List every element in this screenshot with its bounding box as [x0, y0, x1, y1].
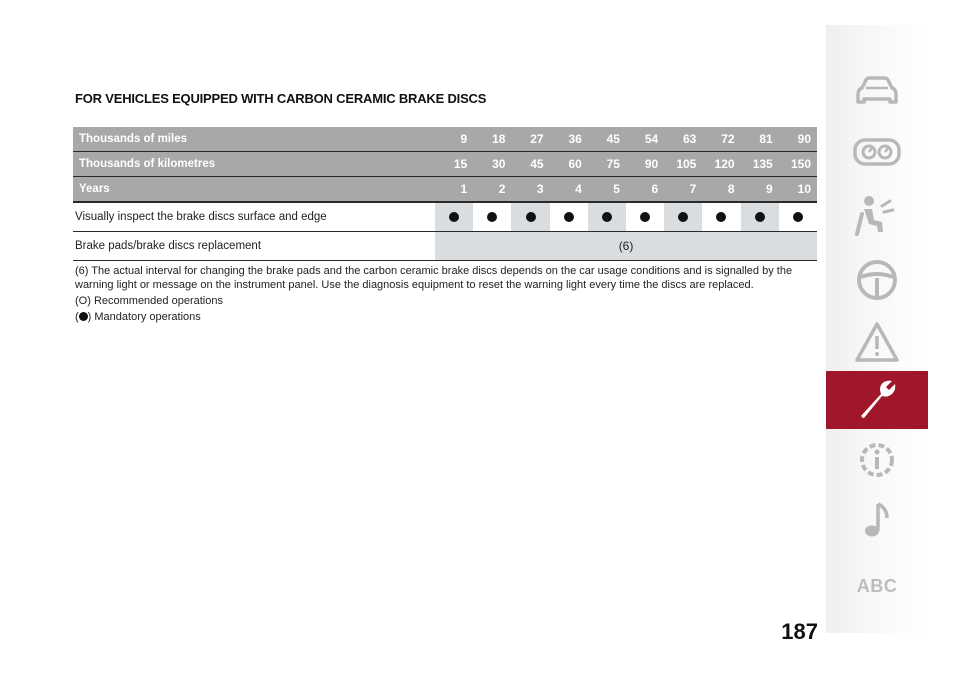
header-row-years — [73, 177, 817, 203]
row-label: Thousands of kilometres — [73, 152, 435, 177]
mandatory-dot-icon — [79, 312, 88, 321]
interval-value: 9 — [741, 177, 779, 203]
mandatory-dot-icon — [487, 212, 497, 222]
interval-value: 60 — [550, 152, 588, 177]
warning-triangle-icon — [853, 320, 901, 364]
row-label: Thousands of miles — [73, 127, 435, 152]
interval-value: 6 — [626, 177, 664, 203]
legend-mandatory: ( ) Mandatory operations — [75, 311, 201, 323]
mark-cell — [702, 202, 740, 232]
mark-cell — [435, 202, 473, 232]
note-reference: (6) — [435, 232, 817, 261]
instrument-panel-icon — [852, 135, 902, 169]
mandatory-dot-icon — [755, 212, 765, 222]
technical-data-icon — [854, 437, 900, 483]
interval-value: 3 — [511, 177, 549, 203]
mark-cell — [779, 202, 817, 232]
nav-car[interactable] — [826, 63, 928, 121]
interval-value: 8 — [702, 177, 740, 203]
nav-emergency[interactable] — [826, 313, 928, 371]
nav-instrument-panel[interactable] — [826, 123, 928, 181]
operation-label: Visually inspect the brake discs surface and edge — [73, 202, 435, 232]
interval-value: 36 — [550, 127, 588, 152]
table-notes — [75, 264, 815, 326]
interval-value: 150 — [779, 152, 817, 177]
wrench-icon — [855, 378, 899, 422]
steering-wheel-icon — [854, 257, 900, 303]
section-title: FOR VEHICLES EQUIPPED WITH CARBON CERAMIC BRAKE DISCS — [75, 91, 487, 106]
chapter-sidebar — [826, 25, 928, 633]
mandatory-dot-icon — [716, 212, 726, 222]
mark-cell — [550, 202, 588, 232]
interval-value: 30 — [473, 152, 511, 177]
page-number: 187 — [781, 619, 818, 644]
nav-safety[interactable] — [826, 187, 928, 245]
interval-value: 45 — [511, 152, 549, 177]
mandatory-dot-icon — [449, 212, 459, 222]
header-row-miles — [73, 127, 817, 152]
operation-row-inspect-discs — [73, 202, 817, 232]
maintenance-schedule-table — [73, 127, 817, 261]
airbag-safety-icon — [852, 194, 902, 238]
interval-value: 18 — [473, 127, 511, 152]
legend-recommended: (O) Recommended operations — [75, 295, 223, 307]
interval-value: 15 — [435, 152, 473, 177]
interval-value: 2 — [473, 177, 511, 203]
mandatory-dot-icon — [793, 212, 803, 222]
mandatory-dot-icon — [678, 212, 688, 222]
interval-value: 45 — [588, 127, 626, 152]
interval-value: 10 — [779, 177, 817, 203]
header-row-kilometres — [73, 152, 817, 177]
mandatory-dot-icon — [564, 212, 574, 222]
mandatory-dot-icon — [526, 212, 536, 222]
interval-value: 81 — [741, 127, 779, 152]
mark-cell — [741, 202, 779, 232]
mark-cell — [626, 202, 664, 232]
interval-value: 7 — [664, 177, 702, 203]
mark-cell — [473, 202, 511, 232]
interval-value: 90 — [779, 127, 817, 152]
nav-technical-data[interactable] — [826, 431, 928, 489]
interval-value: 105 — [664, 152, 702, 177]
interval-value: 5 — [588, 177, 626, 203]
nav-driving[interactable] — [826, 251, 928, 309]
interval-value: 63 — [664, 127, 702, 152]
car-icon — [852, 75, 902, 109]
nav-servicing[interactable] — [826, 371, 928, 429]
mandatory-dot-icon — [640, 212, 650, 222]
interval-value: 75 — [588, 152, 626, 177]
interval-value: 72 — [702, 127, 740, 152]
interval-value: 27 — [511, 127, 549, 152]
interval-value: 9 — [435, 127, 473, 152]
interval-value: 120 — [702, 152, 740, 177]
mark-cell — [588, 202, 626, 232]
music-note-icon — [857, 498, 897, 542]
interval-value: 54 — [626, 127, 664, 152]
interval-value: 90 — [626, 152, 664, 177]
interval-value: 1 — [435, 177, 473, 203]
mark-cell — [664, 202, 702, 232]
footnote-6: (6) The actual interval for changing the brake pads and the carbon ceramic brake discs depends on the car usage conditions and is signalled by the warning light or message on the instrument panel. Use the diagnosis equipment to reset the warning light every time the discs are replaced. — [75, 265, 793, 291]
mandatory-dot-icon — [602, 212, 612, 222]
operation-label: Brake pads/brake discs replacement — [73, 232, 435, 261]
interval-value: 4 — [550, 177, 588, 203]
operation-row-replace-pads-discs — [73, 232, 817, 261]
interval-value: 135 — [741, 152, 779, 177]
nav-index[interactable] — [826, 557, 928, 615]
nav-multimedia[interactable] — [826, 491, 928, 549]
index-icon: ABC — [856, 575, 898, 596]
row-label: Years — [73, 177, 435, 203]
mark-cell — [511, 202, 549, 232]
